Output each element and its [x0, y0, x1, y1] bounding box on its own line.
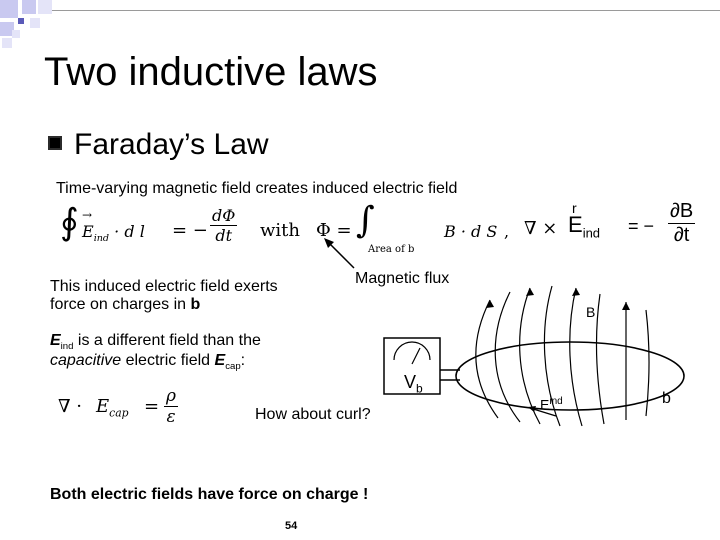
induced-force-line1: This induced electric field exerts [50, 278, 278, 295]
gauss-equation [58, 386, 198, 430]
curl-E: $E_{ind}$ [568, 212, 601, 241]
both-fields-statement: Both electric fields have force on charge ! [50, 486, 369, 503]
faraday-equation [60, 200, 520, 262]
top-rule [52, 10, 720, 11]
bullet-faraday: Faraday’s Law [74, 128, 269, 161]
contour-integral-icon: ∮ [60, 202, 79, 243]
label-Eind: $E^{ind}$ [540, 396, 563, 413]
eind-line2: capacitive electric field $E_{cap}$: [50, 352, 246, 373]
label-b: b [662, 390, 671, 407]
gauss-E: $E_{cap}$ [96, 396, 129, 420]
magnetic-flux-label: Magnetic flux [355, 270, 450, 287]
curl-dB-dt: $\frac{\partial B}{\partial t}$ [670, 200, 694, 246]
with-word: with [260, 220, 300, 241]
label-Vb: $V_b$ [404, 372, 423, 396]
dphi-dt: $\frac{d\Phi}{dt}$ [212, 206, 236, 245]
slide-title: Two inductive laws [44, 50, 378, 94]
area-integral-icon: ∫ [356, 200, 375, 241]
rho-over-eps: $\frac{\rho}{\varepsilon}$ [166, 386, 176, 427]
area-subscript: Area of b [368, 244, 415, 255]
eind-arrowhead [528, 406, 536, 412]
corner-square [2, 38, 12, 48]
nabla-dot: ∇ · [58, 396, 83, 417]
lhs-integrand: $E_{ind} \cdot d$ l [82, 222, 145, 245]
flux-pointer-arrow [322, 236, 358, 272]
field-arrowheads [486, 288, 630, 310]
flux-equals: Φ = [316, 220, 352, 241]
eind-line1: $E_{ind}$ is a different field than the [50, 332, 261, 353]
equals-minus: = − [172, 220, 208, 241]
curl-question: How about curl? [255, 406, 371, 423]
subtitle: Time-varying magnetic field creates induced electric field [56, 180, 458, 197]
curl-vector-r: r [572, 200, 577, 216]
induced-force-line2: force on charges in b [50, 296, 201, 313]
corner-square [22, 0, 36, 14]
curl-equation [524, 196, 714, 260]
page-number: 54 [285, 520, 298, 532]
corner-square [12, 30, 20, 38]
corner-square [18, 18, 24, 24]
corner-square [38, 0, 52, 14]
corner-square [30, 18, 40, 28]
rhs-integrand: B · d S [444, 222, 498, 241]
curl-equals: = − [628, 216, 655, 236]
bullet-square-icon [48, 136, 62, 150]
lhs-vector-arrow: → [82, 208, 93, 222]
gauss-equals: = [144, 396, 160, 417]
nabla-cross: ∇ × [524, 218, 558, 239]
label-B: B [586, 304, 596, 320]
comma: , [504, 222, 510, 241]
corner-square [0, 0, 18, 18]
